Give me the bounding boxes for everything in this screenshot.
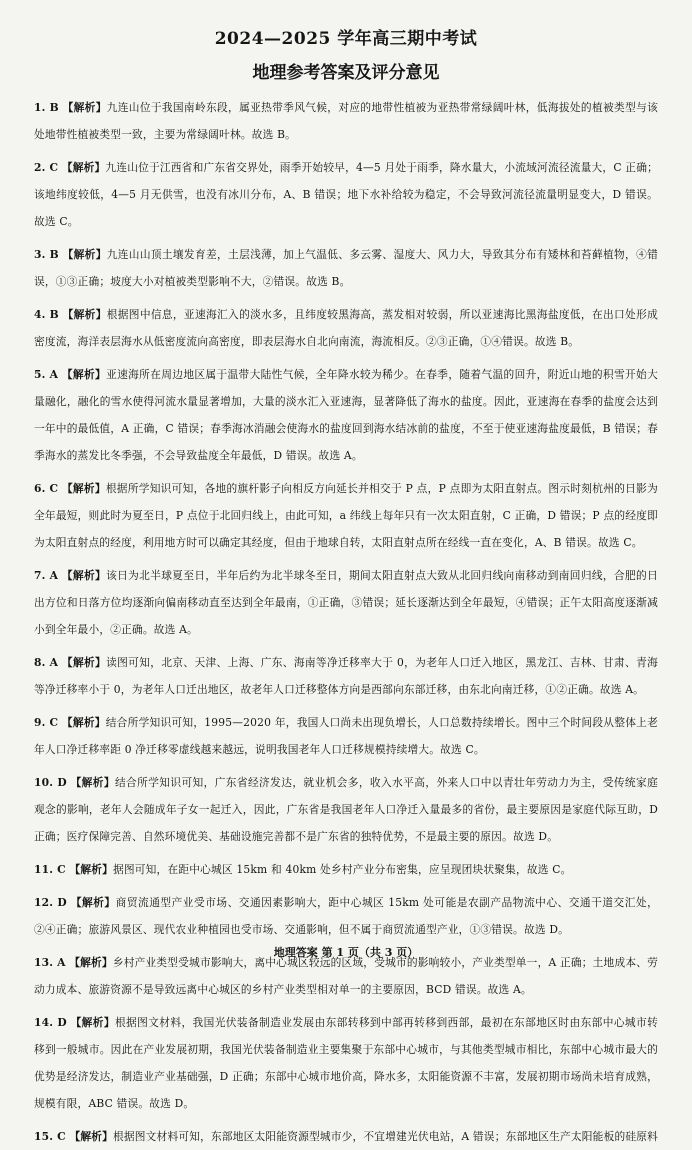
answer-explanation: 据图可知，在距中心城区 15km 和 40km 处乡村产业分布密集，应呈现团块状聚集，故选 C。 — [113, 863, 572, 876]
answer-item — [34, 241, 658, 295]
analysis-tag: 【解析】 — [69, 863, 113, 876]
answer-explanation: 根据图文材料，我国光伏装备制造业发展由东部转移到中部再转移到西部，最初在东部地区时由东部中心城市转移到一般城市。因此在产业发展初期，我国光伏装备制造业主要集聚于东部中心城市，与其他类型城市相比，东部中心城市最大的优势是经济发达，制造业产业基础强，D 正确；东部中心城市地价高，降水多，太阳能资源不丰富，发展初期市场尚未培育成熟，规模有限，ABC 错误。故选 D。 — [34, 1016, 658, 1110]
answer-number: 1. B — [34, 101, 59, 114]
answer-explanation: 九连山位于我国南岭东段，属亚热带季风气候，对应的地带性植被为亚热带常绿阔叶林，低海拔处的植被类型与该处地带性植被类型一致，主要为常绿阔叶林。故选 B。 — [34, 101, 658, 141]
analysis-tag: 【解析】 — [61, 569, 107, 582]
answer-explanation: 九连山位于江西省和广东省交界处，雨季开始较早，4—5 月处于雨季，降水量大，小流域河流径流量大，C 正确；该地纬度较低，4—5 月无供雪，也没有冰川分布，A、B 错误；地下水补给较为稳定，不会导致河流径流量明显变大，D 错误。故选 C。 — [34, 161, 658, 228]
answer-explanation: 根据图中信息，亚速海汇入的淡水多，且纬度较黑海高，蒸发相对较弱，所以亚速海比黑海盐度低，在出口处形成密度流，海洋表层海水从低密度流向高密度，即表层海水自北向南流，海流相反。②③正确，①④错误。故选 B。 — [34, 308, 658, 348]
document-subtitle: 地理参考答案及评分意见 — [252, 63, 440, 83]
answer-explanation: 商贸流通型产业受市场、交通因素影响大，距中心城区 15km 处可能是农副产品物流中心、交通干道交汇处，②④正确；旅游风景区、现代农业种植园也受市场、交通影响，但不属于商贸流通型产业，①③错误。故选 D。 — [34, 896, 658, 936]
analysis-tag: 【解析】 — [61, 656, 107, 669]
answer-explanation: 亚速海所在周边地区属于温带大陆性气候，全年降水较为稀少。在春季，随着气温的回升，附近山地的积雪开始大量融化，融化的雪水使得河流水量显著增加，大量的淡水汇入亚速海，显著降低了海水的盐度。因此，亚速海在春季的盐度会达到一年中的最低值，A 正确，C 错误；春季海冰消融会使海水的盐度回到海水结冰前的盐度，不至于使亚速海盐度最低，B 错误；春季海水的蒸发比冬季强，不会导致盐度全年最低，D 错误。故选 A。 — [34, 368, 658, 462]
analysis-tag: 【解析】 — [61, 482, 106, 495]
answer-number: 5. A — [34, 368, 59, 381]
answer-number: 2. C — [34, 161, 59, 174]
exam-title: 2024—2025 学年高三期中考试 — [214, 29, 478, 49]
answer-explanation: 结合所学知识可知，1995—2020 年，我国人口尚未出现负增长，人口总数持续增长。图中三个时间段从整体上老年人口净迁移率距 0 净迁移零虚线越来越远，说明我国老年人口迁移规模持续增大。故选 C。 — [34, 716, 658, 756]
answer-item — [34, 361, 658, 469]
analysis-tag: 【解析】 — [61, 716, 106, 729]
analysis-tag: 【解析】 — [62, 248, 107, 261]
answer-number: 6. C — [34, 482, 59, 495]
answer-number: 11. C — [34, 863, 66, 876]
answer-explanation: 该日为北半球夏至日，半年后约为北半球冬至日，期间太阳直射点大致从北回归线向南移动到南回归线，合肥的日出方位和日落方位均逐渐向偏南移动直至达到全年最南，①正确，③错误；延长逐渐达到全年最短，④错误；正午太阳高度逐渐减小到全年最小，②正确。故选 A。 — [34, 569, 658, 636]
answer-number: 4. B — [34, 308, 59, 321]
answer-number: 9. C — [34, 716, 59, 729]
answer-explanation: 乡村产业类型受城市影响大，离中心城区较远的区域，受城市的影响较小，产业类型单一，A 正确；土地成本、劳动力成本、旅游资源不是导致远离中心城区的乡村产业类型相对单一的主要原因，BCD 错误。故选 A。 — [34, 956, 659, 996]
analysis-tag: 【解析】 — [70, 896, 116, 909]
analysis-tag: 【解析】 — [69, 1130, 113, 1143]
analysis-tag: 【解析】 — [62, 101, 107, 114]
analysis-tag: 【解析】 — [70, 1016, 115, 1029]
answer-item — [34, 649, 658, 703]
answer-item — [34, 769, 658, 850]
answer-item — [34, 94, 658, 148]
answer-item — [34, 475, 658, 556]
answer-item — [34, 562, 658, 643]
answer-number: 8. A — [34, 656, 59, 669]
analysis-tag: 【解析】 — [61, 161, 106, 174]
answer-explanation: 根据图文材料可知，东部地区太阳能资源型城市少，不宜增建光伏电站，A 错误；东部地区生产太阳能板的硅原料 — [113, 1130, 659, 1143]
answer-item — [34, 154, 658, 235]
analysis-tag: 【解析】 — [61, 368, 107, 381]
answer-number: 7. A — [34, 569, 59, 582]
analysis-tag: 【解析】 — [62, 308, 107, 321]
answer-explanation: 九连山山顶土壤发育差，土层浅薄，加上气温低、多云雾、湿度大、风力大，导致其分布有矮林和苔藓植物，④错误，①③正确；坡度大小对植被类型影响不大，②错误。故选 B。 — [34, 248, 658, 288]
answer-number: 3. B — [34, 248, 59, 261]
answer-item — [34, 709, 658, 763]
answer-item — [34, 856, 658, 883]
analysis-tag: 【解析】 — [70, 776, 115, 789]
analysis-tag: 【解析】 — [69, 956, 113, 969]
page-footer: 地理答案 第 1 页（共 3 页） — [273, 946, 419, 959]
answer-item — [34, 1009, 658, 1117]
answer-explanation: 读图可知，北京、天津、上海、广东、海南等净迁移率大于 0，为老年人口迁入地区，黑龙江、吉林、甘肃、青海等净迁移率小于 0，为老年人口迁出地区，故老年人口迁移整体方向是西部向东部迁移，由东北向南迁移，①②正确。故选 A。 — [34, 656, 658, 696]
answer-number: 15. C — [34, 1130, 66, 1143]
answer-number: 13. A — [34, 956, 66, 969]
answer-list — [34, 94, 658, 1150]
answer-number: 14. D — [34, 1016, 67, 1029]
answer-explanation: 结合所学知识可知，广东省经济发达，就业机会多，收入水平高，外来人口中以青壮年劳动力为主，受传统家庭观念的影响，老年人会随成年子女一起迁入，因此，广东省是我国老年人口净迁入量最多的省份，最主要原因是家庭代际互助，D 正确；医疗保障完善、自然环境优美、基础设施完善都不是广东省的独特优势，不是最主要的原因。故选 D。 — [34, 776, 658, 843]
answer-item — [34, 1123, 658, 1150]
answer-number: 10. D — [34, 776, 67, 789]
answer-explanation: 根据所学知识可知，各地的旗杆影子向相反方向延长并相交于 P 点，P 点即为太阳直射点。图示时刻杭州的日影为全年最短，则此时为夏至日，P 点位于北回归线上，由此可知，a 纬线上每年只有一次太阳直射，C 正确，D 错误；P 点的经度即为太阳直射点的经度，利用地方时可以确定其经度，但由于地球自转，太阳直射点所在经线一直在变化，A、B 错误。故选 C。 — [34, 482, 658, 549]
answer-number: 12. D — [34, 896, 67, 909]
answer-item — [34, 889, 658, 943]
answer-item — [34, 301, 658, 355]
